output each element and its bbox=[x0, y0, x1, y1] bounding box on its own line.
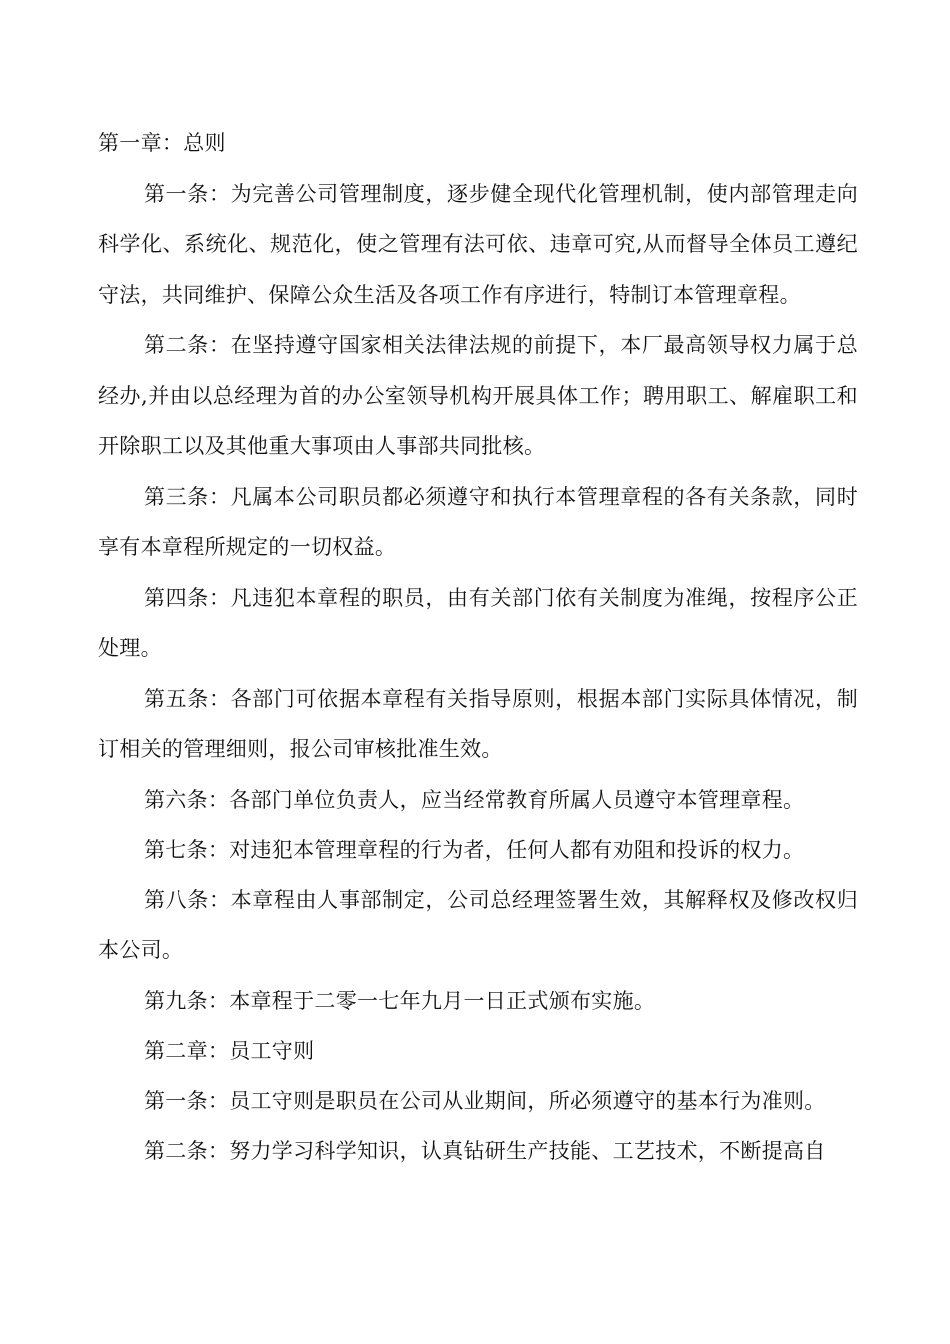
chapter1-article-9: 第九条：本章程于二零一七年九月一日正式颁布实施。 bbox=[144, 988, 656, 1013]
chapter2-title: 第二章：员工守则 bbox=[144, 1038, 315, 1063]
chapter1-article-7: 第七条：对违犯本管理章程的行为者，任何人都有劝阻和投诉的权力。 bbox=[144, 837, 805, 862]
document-body bbox=[98, 118, 858, 1176]
chapter1-article-2: 第二条：在坚持遵守国家相关法律法规的前提下，本厂最高领导权力属于总经办,并由以总经理为首的办公室领导机构开展具体工作；聘用职工、解雇职工和开除职工以及其他重大事项由人事部共同批核。 bbox=[98, 333, 858, 458]
chapter1-article-1: 第一条：为完善公司管理制度，逐步健全现代化管理机制，使内部管理走向科学化、系统化、规范化，使之管理有法可依、违章可究,从而督导全体员工遵纪守法，共同维护、保障公众生活及各项工作有序进行，特制订本管理章程。 bbox=[98, 181, 858, 307]
chapter1-article-6: 第六条：各部门单位负责人，应当经常教育所属人员遵守本管理章程。 bbox=[144, 787, 805, 812]
chapter1-article-3: 第三条：凡属本公司职员都必须遵守和执行本管理章程的各有关条款，同时享有本章程所规定的一切权益。 bbox=[98, 484, 858, 559]
chapter1-article-5: 第五条：各部门可依据本章程有关指导原则，根据本部门实际具体情况，制订相关的管理细则，报公司审核批准生效。 bbox=[98, 686, 858, 761]
chapter1-article-4: 第四条：凡违犯本章程的职员，由有关部门依有关制度为准绳，按程序公正处理。 bbox=[98, 585, 858, 660]
chapter1-article-8: 第八条：本章程由人事部制定，公司总经理签署生效，其解释权及修改权归本公司。 bbox=[98, 887, 858, 962]
chapter2-article-2: 第二条：努力学习科学知识，认真钻研生产技能、工艺技术，不断提高自 bbox=[144, 1138, 826, 1163]
chapter1-title: 第一章：总则 bbox=[98, 131, 226, 155]
chapter2-article-1: 第一条：员工守则是职员在公司从业期间，所必须遵守的基本行为准则。 bbox=[144, 1088, 826, 1113]
